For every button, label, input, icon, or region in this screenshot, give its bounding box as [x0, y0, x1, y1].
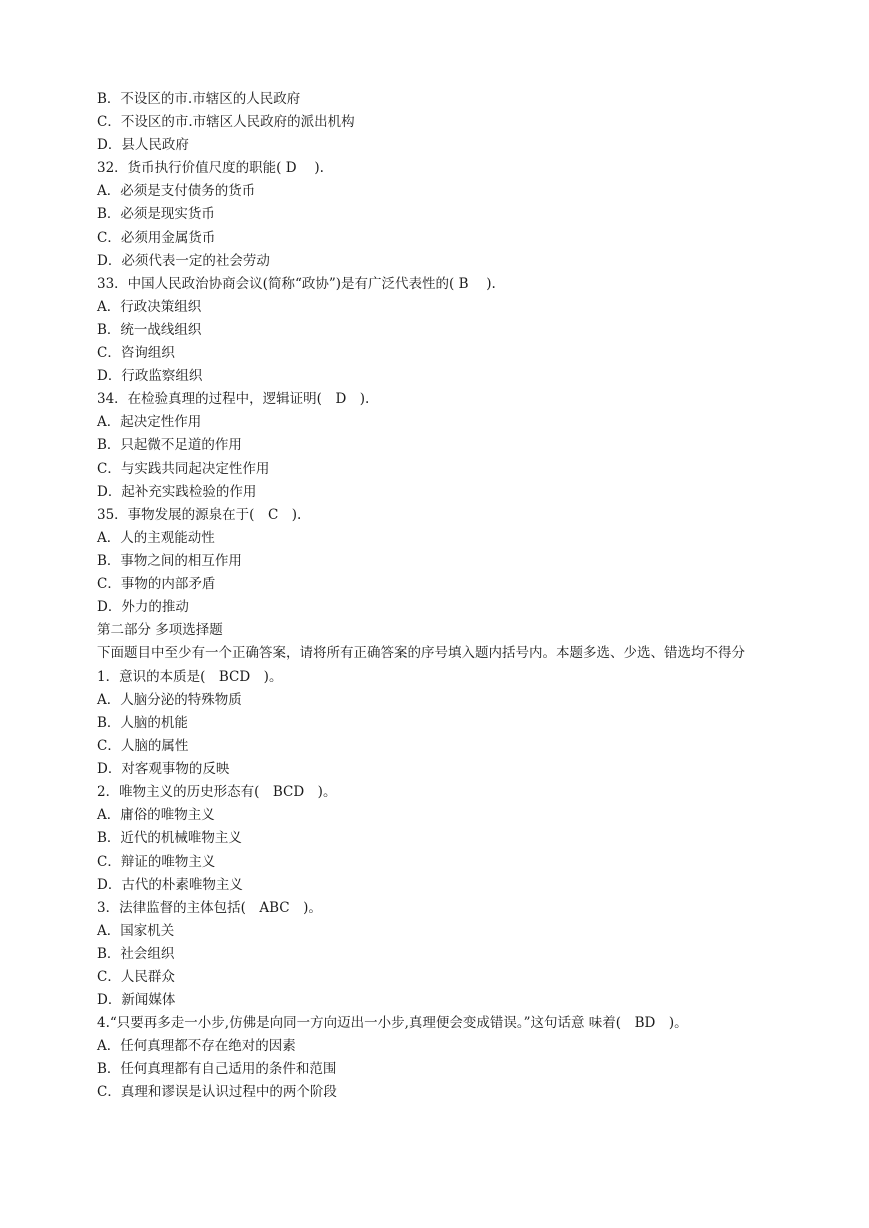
mc1-option-b: B．人脑的机能: [97, 714, 188, 731]
q35-option-b: B．事物之间的相互作用: [97, 552, 242, 569]
q33-option-b: B．统一战线组织: [97, 321, 202, 338]
document-body: [97, 88, 787, 1105]
q32-option-d: D．必须代表一定的社会劳动: [97, 252, 270, 269]
mc3-option-d: D．新闻媒体: [97, 992, 176, 1009]
option-b-line: B．不设区的市.市辖区的人民政府: [97, 91, 301, 107]
mc1-option-a: A．人脑分泌的特殊物质: [97, 691, 242, 708]
mc2-option-b: B．近代的机械唯物主义: [97, 830, 242, 847]
question-35: 35．事物发展的源泉在于( C ).: [97, 506, 302, 523]
q35-option-a: A．人的主观能动性: [97, 529, 215, 546]
q34-option-c: C．与实践共同起决定性作用: [97, 460, 270, 477]
question-34: 34．在检验真理的过程中，逻辑证明( D ).: [97, 391, 370, 408]
q33-option-d: D．行政监察组织: [97, 368, 203, 385]
q34-option-b: B．只起微不足道的作用: [97, 437, 242, 454]
mc2-option-c: C．辩证的唯物主义: [97, 853, 216, 870]
question-32: 32．货币执行价值尺度的职能( D ).: [97, 160, 324, 177]
section-heading: 第二部分 多项选择题: [97, 622, 223, 639]
mc1-option-c: C．人脑的属性: [97, 738, 189, 755]
q34-option-a: A．起决定性作用: [97, 414, 202, 431]
q35-option-d: D．外力的推动: [97, 599, 189, 616]
question-33: 33．中国人民政治协商会议(简称“政协”)是有广泛代表性的( B ).: [97, 275, 496, 292]
mc4-option-a: A．任何真理都不存在绝对的因素: [97, 1038, 296, 1055]
section-instruction: 下面题目中至少有一个正确答案，请将所有正确答案的序号填入题内括号内。本题多选、少选、错选均不得分: [97, 645, 745, 662]
mc4-option-b: B．任何真理都有自己适用的条件和范围: [97, 1061, 337, 1078]
mc2-option-a: A．庸俗的唯物主义: [97, 807, 215, 824]
mc3-option-b: B．社会组织: [97, 945, 175, 962]
mc2-option-d: D．古代的朴素唯物主义: [97, 876, 243, 893]
q32-option-b: B．必须是现实货币: [97, 206, 215, 223]
mc-question-4: 4.“只要再多走一小步,仿佛是向同一方向迈出一小步,真理便会变成错误。”这句话意 味着( BD )。: [97, 1015, 688, 1032]
mc3-option-c: C．人民群众: [97, 968, 175, 985]
q32-option-a: A．必须是支付债务的货币: [97, 183, 256, 200]
q32-option-c: C．必须用金属货币: [97, 229, 216, 246]
mc3-option-a: A．国家机关: [97, 922, 175, 939]
q35-option-c: C．事物的内部矛盾: [97, 575, 216, 592]
q34-option-d: D．起补充实践检验的作用: [97, 483, 257, 500]
mc-question-2: 2．唯物主义的历史形态有( BCD )。: [97, 784, 337, 801]
mc-question-1: 1．意识的本质是( BCD )。: [97, 668, 283, 685]
mc1-option-d: D．对客观事物的反映: [97, 761, 230, 778]
option-d-line: D．县人民政府: [97, 137, 189, 154]
q33-option-a: A．行政决策组织: [97, 298, 202, 315]
mc-question-3: 3．法律监督的主体包括( ABC )。: [97, 899, 322, 916]
option-c-line: C．不设区的市.市辖区人民政府的派出机构: [97, 114, 355, 131]
q33-option-c: C．咨询组织: [97, 345, 175, 362]
mc4-option-c: C．真理和谬误是认识过程中的两个阶段: [97, 1084, 337, 1101]
